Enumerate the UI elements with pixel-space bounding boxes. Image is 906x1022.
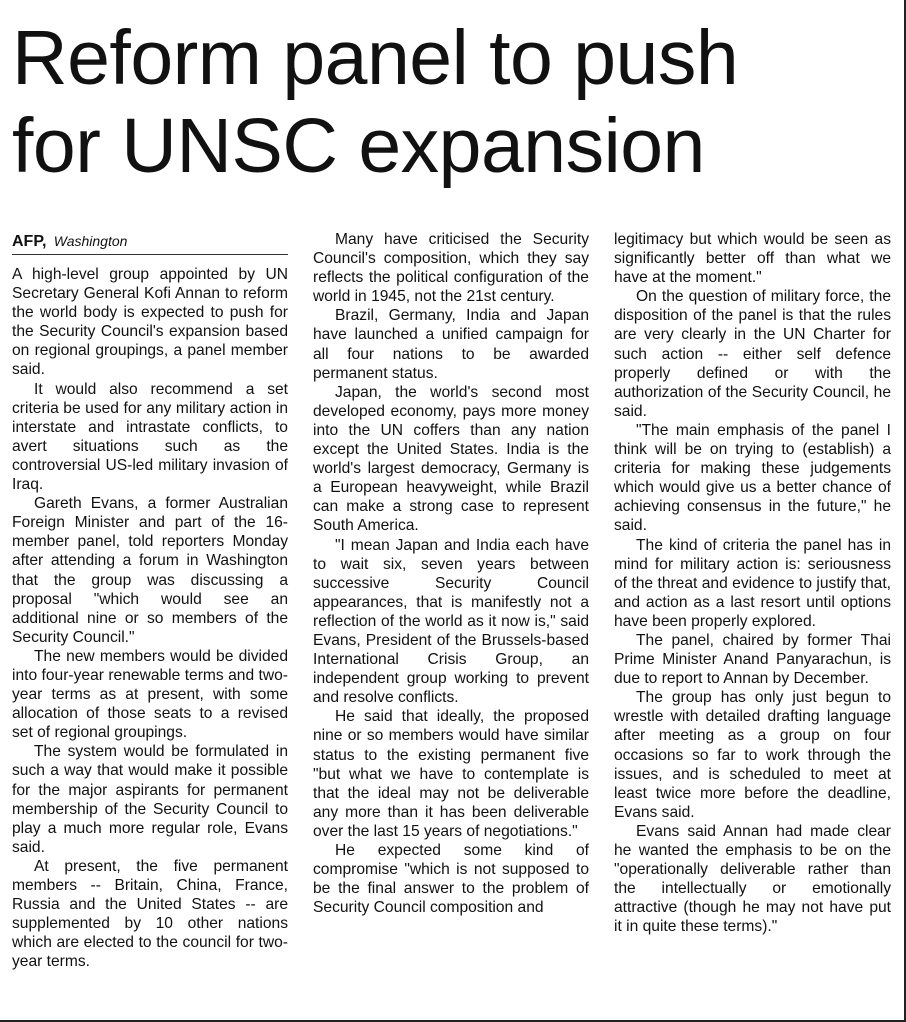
paragraph: The panel, chaired by former Thai Prime Minister Anand Panyarachun, is due to report to Annan by December. — [614, 631, 891, 688]
paragraph: legitimacy but which would be seen as significantly better off than what we have at the moment." — [614, 231, 891, 287]
paragraph: A high-level group appointed by UN Secretary General Kofi Annan to reform the world body is expected to push for the Security Council's expansion based on regional groupings, a panel member said. — [12, 266, 288, 379]
byline-dateline: Washington — [53, 233, 128, 249]
paragraph: The group has only just begun to wrestle with detailed drafting language after meeting as a group on four occasions so far to work through the issues, and is scheduled to meet at least twice more before the deadline, Evans said. — [614, 689, 891, 821]
paragraph: The new members would be divided into four-year renewable terms and two-year terms as at present, with some allocation of those seats to a revised set of regional groupings. — [12, 647, 288, 742]
paragraph: At present, the five permanent members -- Britain, China, France, Russia and the United States -- are supplemented by 10 other nations which are elected to the council for two-year terms. — [12, 857, 288, 971]
byline — [12, 230, 288, 255]
headline — [12, 14, 892, 190]
article-column-2 — [313, 230, 589, 917]
headline-line-2: for UNSC expansion — [12, 103, 705, 189]
paragraph: It would also recommend a set criteria be used for any military action in interstate and intrastate conflicts, to avert situations such as the controversial US-led military invasion of Iraq. — [12, 380, 288, 494]
paragraph: Brazil, Germany, India and Japan have launched a unified campaign for all four nations to be awarded permanent status. — [313, 307, 589, 382]
paragraph: The system would be formulated in such a way that would make it possible for the major aspirants for permanent membership of the Security Council to play a much more regular role, Evans said. — [12, 743, 288, 856]
paragraph: The kind of criteria the panel has in mind for military action is: seriousness of the threat and evidence to justify that, and action as a last resort until options have been properly explored. — [614, 536, 891, 630]
paragraph: Gareth Evans, a former Australian Foreign Minister and part of the 16-member panel, told reporters Monday after attending a forum in Washington that the group was discussing a proposal "which would see an additional nine or so members of the Security Council." — [12, 495, 288, 646]
paragraph: He expected some kind of compromise "which is not supposed to be the final answer to the problem of Security Council composition and — [313, 842, 589, 917]
headline-line-1: Reform panel to push — [12, 15, 739, 101]
article-column-1 — [12, 230, 288, 971]
byline-agency: AFP, — [12, 233, 47, 250]
paragraph: "The main emphasis of the panel I think will be on trying to (establish) a criteria for making these judgements which would give us a better chance of achieving consensus in the future," he said. — [614, 421, 891, 535]
paragraph: Evans said Annan had made clear he wanted the emphasis to be on the "operationally deliverable rather than the intellectually or emotionally attractive (though he may not have put it in quite these terms)." — [614, 822, 891, 936]
article-column-3 — [614, 230, 891, 936]
paragraph: Many have criticised the Security Council's composition, which they say reflects the political configuration of the world in 1945, not the 21st century. — [313, 231, 589, 306]
paragraph: On the question of military force, the disposition of the panel is that the rules are very clearly in the UN Charter for such action -- either self defence properly defined or with the authorization of the Security Council, he said. — [614, 288, 891, 420]
paragraph: "I mean Japan and India each have to wait six, seven years between successive Security Council appearances, that is manifestly not a reflection of the world as it now is," said Evans, President of the Brussels-based International Crisis Group, an independent group working to prevent and resolve conflicts. — [313, 536, 589, 707]
paragraph: Japan, the world's second most developed economy, pays more money into the UN coffers than any nation except the United States. India is the world's largest democracy, Germany is a European heavyweight, while Brazil can make a strong case to represent South America. — [313, 383, 589, 535]
paragraph: He said that ideally, the proposed nine or so members would have similar status to the existing permanent five "but what we have to contemplate is that the ideal may not be deliverable any more than it has been deliverable over the last 15 years of negotiations." — [313, 708, 589, 840]
